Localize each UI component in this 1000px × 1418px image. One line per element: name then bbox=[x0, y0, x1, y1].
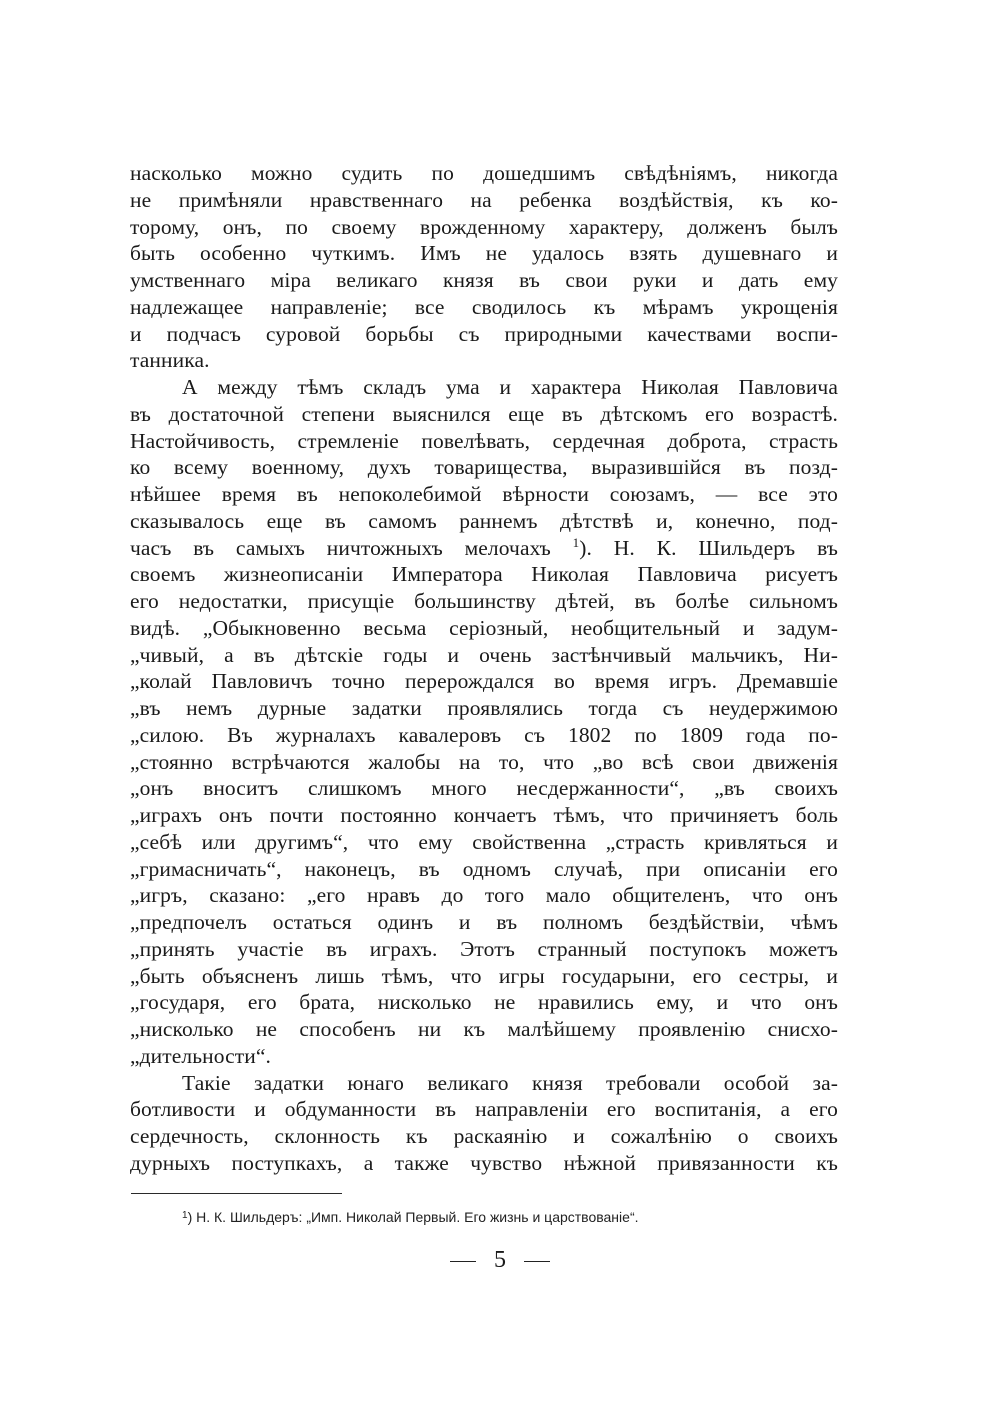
text-line: „игръ, сказано: „его нравъ до того мало общителенъ, что онъ bbox=[130, 883, 838, 908]
text-line: сердечность, склонность къ раскаянію и сожалѣнію о своихъ bbox=[130, 1124, 838, 1148]
text-line: Настойчивость, стремленіе повелѣвать, сердечная доброта, страсть bbox=[130, 428, 838, 453]
text-line: сказывалось еще въ самомъ раннемъ дѣтствѣ и, конечно, под- bbox=[130, 508, 838, 533]
text-line: нѣйшее время въ непоколебимой вѣрности союзамъ, — все это bbox=[130, 482, 838, 506]
footnote-paren: ) bbox=[187, 1209, 193, 1225]
text-line: „предпочелъ остаться одинъ и въ полномъ бездѣйствіи, чѣмъ bbox=[130, 910, 838, 934]
text-line: „силою. Въ журналахъ кавалеровъ съ 1802 по 1809 года по- bbox=[130, 722, 838, 747]
page-number-value: 5 bbox=[494, 1247, 506, 1273]
text-line-with-footnote-ref bbox=[130, 535, 838, 562]
line-text-end: ). Н. К. Шильдеръ въ bbox=[579, 535, 838, 560]
text-line: „себѣ или другимъ“, что ему свойственна „страсть кривляться и bbox=[130, 829, 838, 854]
text-line: „быть объясненъ лишь тѣмъ, что игры государыни, его сестры, и bbox=[130, 963, 838, 988]
text-line: „дительности“. bbox=[130, 1043, 272, 1068]
text-line: ботливости и обдуманности въ направленіи его воспитанія, а его bbox=[130, 1097, 838, 1122]
page-number bbox=[0, 1245, 1000, 1275]
footnote-text: Н. К. Шильдеръ: „Имп. Николай Первый. Его жизнь и царствованіе“. bbox=[192, 1209, 639, 1225]
text-line: быть особенно чуткимъ. Имъ не удалось взять душевнаго и bbox=[130, 241, 838, 266]
footnote-divider bbox=[131, 1193, 342, 1194]
text-line: въ достаточной степени выяснился еще въ дѣтскомъ его возрастѣ. bbox=[130, 401, 838, 426]
text-line: умственнаго міра великаго князя въ свои руки и дать ему bbox=[130, 268, 838, 292]
footnote-marker: 1 bbox=[182, 1210, 188, 1221]
text-line: ко всему военному, духъ товарищества, выразившійся въ позд- bbox=[130, 455, 838, 480]
text-line: торому, онъ, по своему врожденному характеру, долженъ былъ bbox=[130, 214, 838, 239]
text-line: танника. bbox=[130, 348, 210, 373]
text-line: „нисколько не способенъ ни къ малѣйшему проявленію снисхо- bbox=[130, 1017, 838, 1041]
text-line: насколько можно судить по дошедшимъ свѣдѣніямъ, никогда bbox=[130, 161, 838, 185]
text-line: не примѣняли нравственнаго на ребенка воздѣйствія, къ ко- bbox=[130, 187, 838, 212]
text-line: „государя, его брата, нисколько не нравились ему, и что онъ bbox=[130, 990, 838, 1015]
footnote bbox=[182, 1208, 639, 1226]
page-number-dash-right bbox=[524, 1261, 550, 1262]
line-text-start: часъ въ самыхъ ничтожныхъ мелочахъ bbox=[130, 535, 551, 560]
text-line: „играхъ онъ почти постоянно кончаетъ тѣмъ, что причиняетъ боль bbox=[130, 803, 838, 827]
text-line: „стоянно встрѣчаются жалобы на то, что „во всѣ свои движенія bbox=[130, 749, 838, 774]
page-number-dash-left bbox=[450, 1261, 476, 1262]
text-line: своемъ жизнеописаніи Императора Николая Павловича рисуетъ bbox=[130, 562, 838, 587]
text-line: „колай Павловичъ точно перерождался во время игръ. Дремавшіе bbox=[130, 669, 838, 694]
text-line: „въ немъ дурные задатки проявлялись тогда съ неудержимою bbox=[130, 696, 838, 720]
text-line: дурныхъ поступкахъ, а также чувство нѣжной привязанности къ bbox=[130, 1150, 838, 1175]
text-line: „онъ вноситъ слишкомъ много несдержанности“, „въ своихъ bbox=[130, 776, 838, 801]
main-text bbox=[130, 160, 838, 1177]
text-line: „принять участіе въ играхъ. Этотъ странный поступокъ можетъ bbox=[130, 936, 838, 961]
text-line: „чивый, а въ дѣтскіе годы и очень застѣнчивый мальчикъ, Ни- bbox=[130, 642, 838, 667]
text-line: А между тѣмъ складъ ума и характера Николая Павловича bbox=[182, 375, 838, 399]
text-line: Такіе задатки юнаго великаго князя требовали особой за- bbox=[182, 1070, 838, 1095]
footnote-reference: 1 bbox=[572, 534, 580, 550]
text-line: его недостатки, присущіе большинству дѣтей, въ болѣе сильномъ bbox=[130, 589, 838, 613]
text-line: „гримасничать“, наконецъ, въ одномъ случаѣ, при описаніи его bbox=[130, 856, 838, 881]
text-line: видѣ. „Обыкновенно весьма серіозный, необщительный и задум- bbox=[130, 615, 838, 640]
text-line: и подчасъ суровой борьбы съ природными качествами воспи- bbox=[130, 321, 838, 346]
text-line: надлежащее направленіе; все сводилось къ мѣрамъ укрощенія bbox=[130, 294, 838, 319]
